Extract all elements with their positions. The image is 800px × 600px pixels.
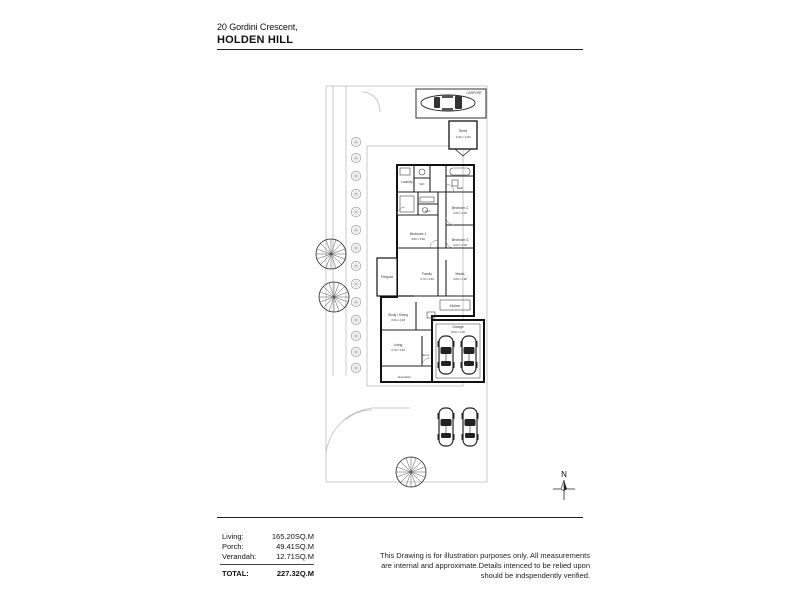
bedroom3-label: Bedroom 3 [451, 238, 469, 242]
carport [416, 89, 486, 118]
total-label: TOTAL: [222, 569, 249, 578]
area-value: 165.20SQ.M [271, 532, 314, 541]
ensuite-label: Ens [425, 209, 431, 213]
bedroom2-label: Bedroom 2 [451, 206, 469, 210]
family-label: Family [422, 272, 432, 276]
north-compass [553, 470, 575, 500]
study-label: Study / Dining [388, 313, 408, 317]
study-dims: 3.90 x 2.90 [391, 318, 405, 322]
shed-dims: 3.00 x 3.00 [455, 135, 471, 139]
bedroom1-dims: 3.80 x 3.80 [411, 237, 425, 241]
bedroom1-label: Bedroom 1 [409, 232, 427, 236]
area-row-porch [222, 542, 314, 552]
bath-label: Bath [456, 186, 464, 190]
address-suburb: HOLDEN HILL [217, 34, 294, 46]
area-row-verandah [222, 552, 314, 562]
compass-label: N [561, 470, 567, 479]
area-total [222, 569, 314, 579]
total-divider [220, 564, 314, 565]
verandah-label: Verandah [397, 375, 411, 379]
bedroom2-dims: 3.00 x 3.00 [453, 211, 467, 215]
meals-dims: 3.80 x 2.90 [453, 277, 467, 281]
area-label: Porch: [222, 542, 244, 551]
address-street: 20 Gordini Crescent, [217, 22, 298, 32]
garage-dims: 6.00 x 6.00 [451, 330, 465, 334]
area-row-living [222, 532, 314, 542]
wc-label: WC [419, 182, 425, 186]
area-value: 49.41SQ.M [276, 542, 314, 551]
footer-divider [217, 517, 583, 518]
family-dims: 3.70 x 3.60 [420, 277, 434, 281]
driveway-car-left [438, 408, 455, 446]
shed-label: Shed [458, 129, 468, 133]
meals-label: Meals [455, 272, 465, 276]
area-value: 12.71SQ.M [276, 552, 314, 561]
trees [316, 239, 426, 487]
carport-label: CARPORT [466, 91, 482, 95]
garage-car-right [461, 336, 478, 374]
garage [432, 320, 484, 382]
living-dims: 3.70 x 3.40 [391, 348, 405, 352]
entry-label: Entry [422, 353, 430, 357]
garage-car-left [438, 336, 455, 374]
kitchen-label: Kitchen [449, 304, 461, 308]
living-label: Living [393, 343, 403, 347]
total-value: 227.32Q.M [276, 569, 314, 578]
bedroom3-dims: 3.00 x 3.00 [453, 243, 467, 247]
shrubs [351, 137, 361, 373]
disclaimer-text: This Drawing is for illustration purposes only. All measurements are internal and approximate.Details intenced to be relied upon should be indspendently verified. [380, 551, 590, 580]
garage-label: Garage [452, 325, 464, 329]
laundry-label: Laundry [401, 180, 413, 184]
area-label: Verandah: [222, 552, 257, 561]
driveway-car-right [462, 408, 479, 446]
area-label: Living: [222, 532, 244, 541]
pergola-label: Pergola [381, 275, 393, 279]
